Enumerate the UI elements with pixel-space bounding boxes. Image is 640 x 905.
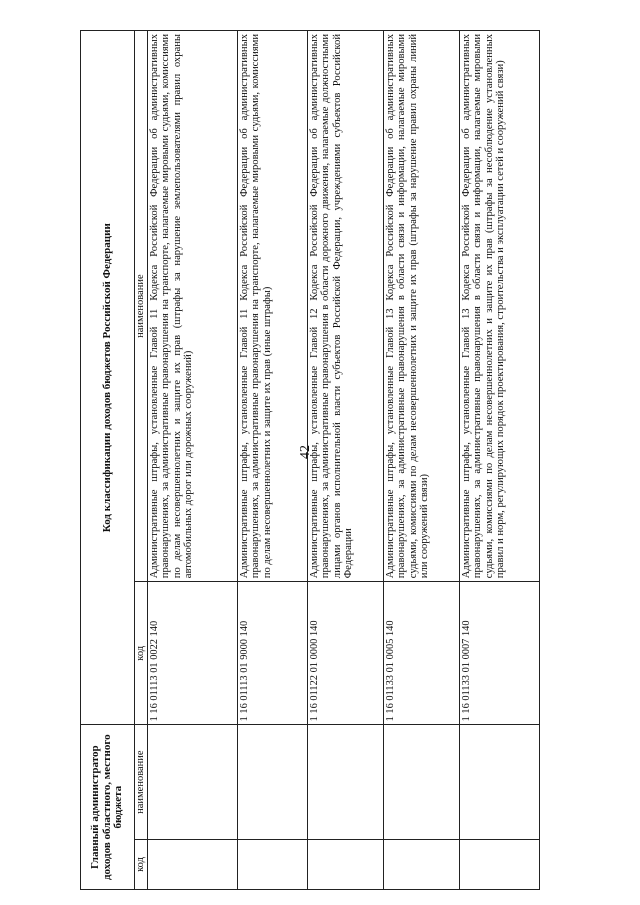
table-row xyxy=(237,31,307,890)
admin-code-cell xyxy=(147,839,237,889)
admin-name-cell xyxy=(459,725,539,840)
income-name: Административные штрафы, установленные Главой 11 Кодекса Российской Федерации об административных правонарушениях, за административные правонарушения на транспорте, налагаемые мировыми судьями, комиссиями по делам несовершеннолетних и защите их прав (штрафы за нарушение землепользователями правил охраны автомобильных дорог или дорожных сооружений) xyxy=(147,31,237,582)
classification-table xyxy=(80,30,540,890)
document-frame xyxy=(80,30,507,890)
income-code: 1 16 01133 01 0007 140 xyxy=(459,582,539,725)
admin-code-cell xyxy=(383,839,459,889)
income-name: Административные штрафы, установленные Главой 12 Кодекса Российской Федерации об административных правонарушениях, за административные правонарушения в области дорожного движения, налагаемые должностными лицами органов исполнительной власти субъектов Российской Федерации, учреждениями субъектов Российской Федерации xyxy=(307,31,383,582)
admin-name-cell xyxy=(237,725,307,840)
page-number: 42 xyxy=(298,445,313,459)
table-row xyxy=(459,31,539,890)
income-name: Административные штрафы, установленные Главой 13 Кодекса Российской Федерации об административных правонарушениях, за административные правонарушения в области связи и информации, налагаемые мировыми судьями, комиссиями по делам несовершеннолетних и защите их прав (штрафы за нарушение правил охраны линий или сооружений связи) xyxy=(383,31,459,582)
admin-code-cell xyxy=(307,839,383,889)
income-name: Административные штрафы, установленные Главой 11 Кодекса Российской Федерации об административных правонарушениях, за административные правонарушения на транспорте, налагаемые мировыми судьями, комиссиями по делам несовершеннолетних и защите их прав (иные штрафы) xyxy=(237,31,307,582)
table-row xyxy=(147,31,237,890)
admin-header: Главный администратор доходов областного, местного бюджета xyxy=(81,725,135,890)
col-header-code: код xyxy=(135,839,148,889)
admin-name-cell xyxy=(383,725,459,840)
col-header-name: наименование xyxy=(135,725,148,840)
admin-code-cell xyxy=(459,839,539,889)
income-name: Административные штрафы, установленные Главой 13 Кодекса Российской Федерации об административных правонарушениях, за административные правонарушения в области связи и информации, налагаемые мировыми судьями, комиссиями по делам несовершеннолетних и защите их прав (штрафы за несоблюдение установленных правил и норм, регулирующих порядок проектирования, строительства и эксплуатации сетей и сооружений связи) xyxy=(459,31,539,582)
table-row xyxy=(383,31,459,890)
classification-header: Код классификации доходов бюджетов Российской Федерации xyxy=(81,31,135,725)
admin-code-cell xyxy=(237,839,307,889)
col-header-code-2: код xyxy=(135,582,148,725)
income-code: 1 16 01113 01 9000 140 xyxy=(237,582,307,725)
table-row xyxy=(307,31,383,890)
income-code: 1 16 01133 01 0005 140 xyxy=(383,582,459,725)
admin-name-cell xyxy=(147,725,237,840)
income-code: 1 16 01113 01 0022 140 xyxy=(147,582,237,725)
col-header-name-2: наименование xyxy=(135,31,148,582)
income-code: 1 16 01122 01 0000 140 xyxy=(307,582,383,725)
admin-name-cell xyxy=(307,725,383,840)
